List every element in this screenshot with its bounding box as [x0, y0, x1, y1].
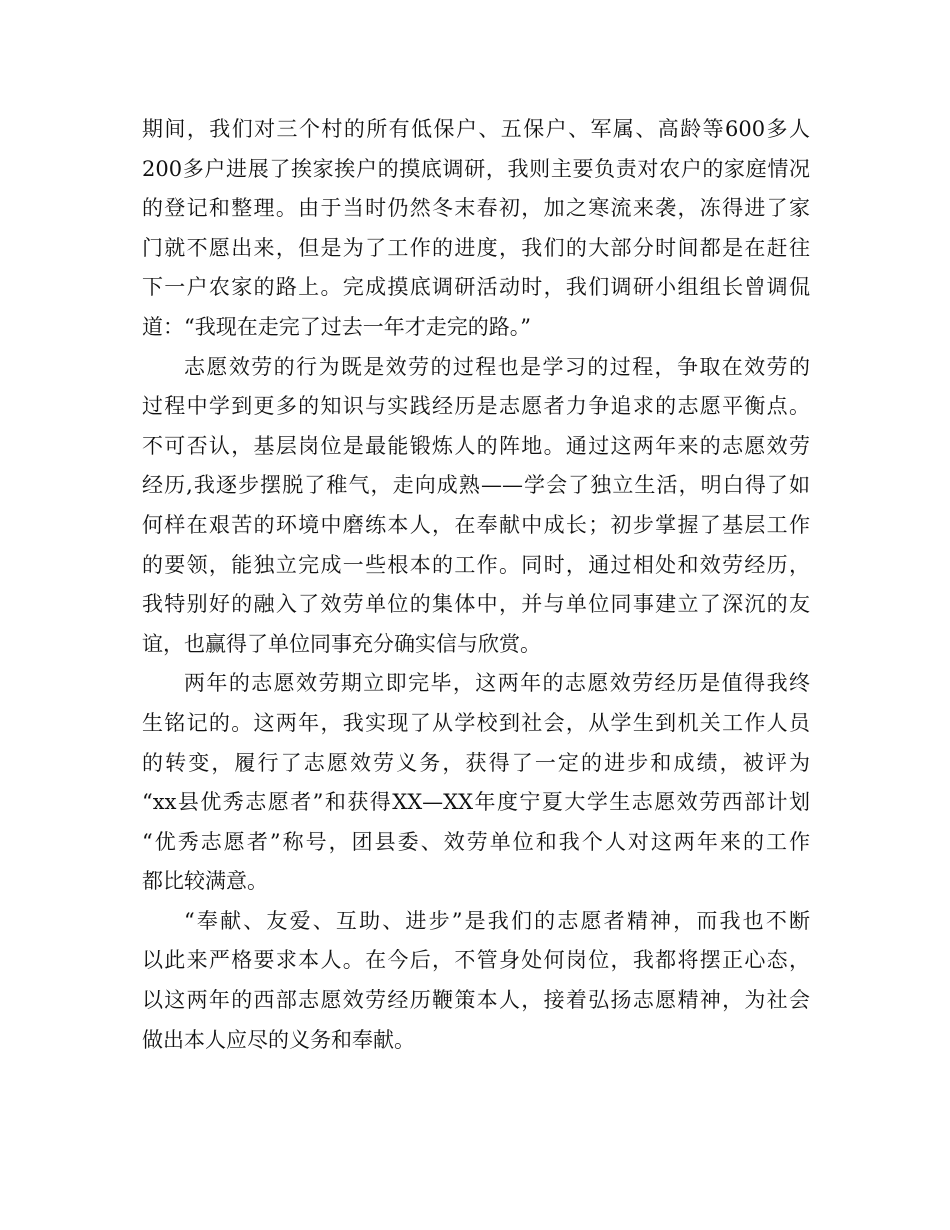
paragraph — [142, 110, 810, 348]
paragraph — [142, 902, 810, 1060]
text-line: 的登记和整理。由于当时仍然冬末春初，加之寒流来袭，冻得进了家 — [142, 196, 810, 221]
text-line: 何样在艰苦的环境中磨练本人，在奉献中成长；初步掌握了基层工作 — [142, 512, 810, 537]
text-line: 以此来严格要求本人。在今后，不管身处何岗位，我都将摆正心态， — [142, 948, 810, 973]
text-line: 生铭记的。这两年，我实现了从学校到社会，从学生到机关工作人员 — [142, 710, 810, 735]
paragraph — [142, 348, 810, 665]
document-body — [142, 110, 810, 1060]
text-line: 期间，我们对三个村的所有低保户、五保户、军属、高龄等600多人 — [142, 117, 810, 141]
text-line: 谊，也赢得了单位同事充分确实信与欣赏。 — [142, 631, 541, 656]
text-line: “优秀志愿者”称号，团县委、效劳单位和我个人对这两年来的工作 — [142, 829, 810, 854]
text-line: 过程中学到更多的知识与实践经历是志愿者力争追求的志愿平衡点。 — [142, 394, 810, 419]
text-line: 都比较满意。 — [142, 869, 268, 894]
text-line: 200多户进展了挨家挨户的摸底调研，我则主要负责对农户的家庭情况 — [142, 156, 810, 181]
text-line: 做出本人应尽的义务和奉献。 — [142, 1027, 415, 1052]
text-line: 的要领，能独立完成一些根本的工作。同时，通过相处和效劳经历， — [142, 552, 810, 577]
text-line: 经历,我逐步摆脱了稚气，走向成熟——学会了独立生活，明白得了如 — [142, 473, 810, 498]
text-line: 以这两年的西部志愿效劳经历鞭策本人，接着弘扬志愿精神，为社会 — [142, 988, 810, 1013]
text-line: “xx县优秀志愿者”和获得XX—XX年度宁夏大学生志愿效劳西部计划 — [142, 790, 810, 815]
text-line: 志愿效劳的行为既是效劳的过程也是学习的过程，争取在效劳的 — [184, 354, 810, 379]
paragraph — [142, 664, 810, 902]
text-line: 门就不愿出来，但是为了工作的进度，我们的大部分时间都是在赶往 — [142, 235, 810, 260]
text-line: 道：“我现在走完了过去一年才走完的路。” — [142, 314, 531, 339]
text-line: “奉献、友爱、互助、进步”是我们的志愿者精神，而我也不断 — [184, 908, 810, 933]
text-line: 不可否认，基层岗位是最能锻炼人的阵地。通过这两年来的志愿效劳 — [142, 433, 810, 458]
text-line: 下一户农家的路上。完成摸底调研活动时，我们调研小组组长曾调侃 — [142, 275, 810, 300]
text-line: 我特别好的融入了效劳单位的集体中，并与单位同事建立了深沉的友 — [142, 592, 810, 617]
text-line: 两年的志愿效劳期立即完毕，这两年的志愿效劳经历是值得我终 — [184, 671, 810, 696]
text-line: 的转变，履行了志愿效劳义务，获得了一定的进步和成绩，被评为 — [142, 750, 810, 775]
